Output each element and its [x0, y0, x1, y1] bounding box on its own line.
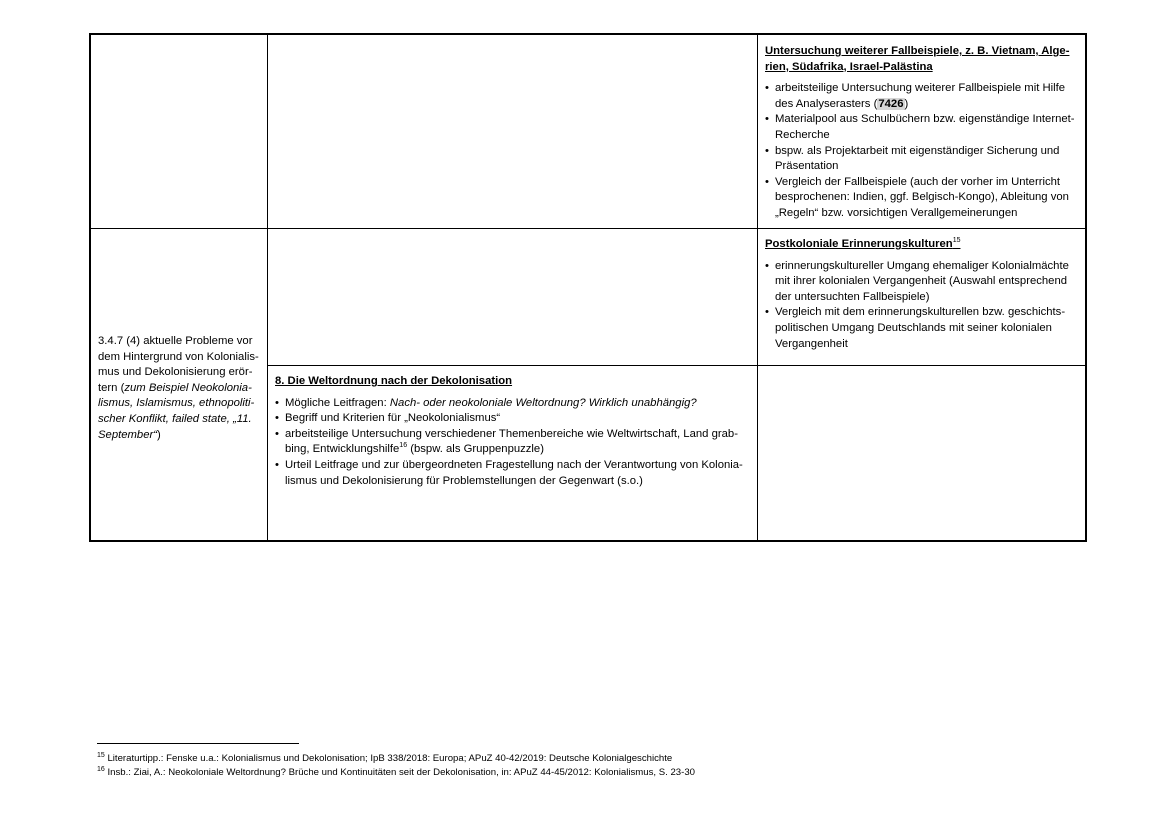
list-item: • Materialpool aus Schulbüchern bzw. eigenständige Internet-Recherche	[765, 112, 1081, 143]
list-item-text: (bspw. als Gruppenpuzzle)	[407, 443, 544, 456]
cell-row2-middle-lower	[275, 374, 751, 489]
row-divider-2	[267, 365, 1085, 366]
cell-row2-right-upper	[765, 237, 1081, 352]
column-divider-1	[267, 35, 268, 540]
column-divider-2	[757, 35, 758, 540]
list-item: • Begriff und Kriterien für „Neokolonialismus“	[275, 411, 751, 427]
cell-row2-left	[98, 334, 261, 443]
footnote-15	[97, 753, 672, 765]
footnote-ref-15[interactable]: 15	[952, 237, 961, 245]
list-item-text: )	[904, 97, 909, 110]
footnote-number: 15	[97, 751, 105, 759]
heading-text: Postkoloniale Erinnerungskulturen	[765, 238, 953, 250]
list-item: • Vergleich der Fallbeispiele (auch der vorher im Unterricht besprochenen: Indien, ggf. Belgisch-Kongo), Ableitung von „Regeln“ bzw. vorsichtigen Verallgemeinerungen	[765, 175, 1081, 222]
bullet-list-fallbeispiele	[765, 81, 1081, 221]
footnote-16	[97, 767, 695, 779]
list-item-text: arbeitsteilige Untersuchung verschiedener Themenbereiche wie Weltwirtschaft, Land grab-bing, Entwicklungshilfe	[285, 427, 738, 456]
section-heading-erinnerungskulturen	[765, 237, 1081, 253]
list-item: • Urteil Leitfrage und zur übergeordneten Fragestellung nach der Verantwortung von Kolonia-lismus und Dekolonisierung für Problemstellungen der Gegenwart (s.o.)	[275, 458, 751, 489]
footnote-text: Insb.: Ziai, A.: Neokoloniale Weltordnung? Brüche und Kontinuitäten seit der Dekolonisation, in: APuZ 44-45/2012: Kolonialismus, S. 23-30	[104, 767, 695, 778]
section-heading-weltordnung: 8. Die Weltordnung nach der Dekolonisation	[275, 375, 513, 387]
list-item	[275, 396, 751, 412]
list-item	[275, 427, 751, 458]
leitfragen-italic: Nach- oder neokoloniale Weltordnung? Wirklich unabhängig?	[389, 396, 697, 409]
list-item-text: Mögliche Leitfragen:	[285, 396, 390, 409]
row-divider-1	[91, 228, 1085, 229]
list-item	[765, 81, 1081, 112]
material-code-badge: 7426	[878, 97, 904, 110]
competence-text: 3.4.7 (4) aktuelle Probleme vor dem Hintergrund von Kolonialis-mus und Dekolonisierung erör-tern (	[98, 335, 259, 394]
competence-text-close: )	[157, 428, 161, 441]
list-item: • Vergleich mit dem erinnerungskulturellen bzw. geschichts-politischen Umgang Deutschlands mit seiner kolonialen Vergangenheit	[765, 305, 1081, 352]
bullet-list-erinnerungskulturen	[765, 259, 1081, 353]
list-item: • erinnerungskultureller Umgang ehemaliger Kolonialmächte mit ihrer kolonialen Vergangenheit (Auswahl entsprechend der untersuchten Fallbeispiele)	[765, 259, 1081, 306]
footnote-number: 16	[97, 765, 105, 773]
competence-examples: zum Beispiel Neokolonia-lismus, Islamismus, ethnopoliti-scher Konflikt, failed state, „11. September“	[98, 381, 255, 441]
section-heading-fallbeispiele: Untersuchung weiterer Fallbeispiele, z. B. Vietnam, Alge-rien, Südafrika, Israel-Palästina	[765, 45, 1070, 73]
footnote-ref-16[interactable]: 16	[399, 442, 408, 450]
curriculum-table	[89, 33, 1087, 542]
bullet-list-weltordnung	[275, 396, 751, 490]
list-item: • bspw. als Projektarbeit mit eigenständiger Sicherung und Präsentation	[765, 144, 1081, 175]
list-item-text: arbeitsteilige Untersuchung weiterer Fallbeispiele mit Hilfe des Analyserasters (	[775, 82, 1066, 110]
cell-row1-right	[765, 44, 1081, 222]
footnote-separator	[97, 743, 299, 744]
footnote-text: Literaturtipp.: Fenske u.a.: Kolonialismus und Dekolonisation; IpB 338/2018: Europa; APuZ 40-42/2019: Deutsche Kolonialgeschichte	[104, 753, 673, 764]
